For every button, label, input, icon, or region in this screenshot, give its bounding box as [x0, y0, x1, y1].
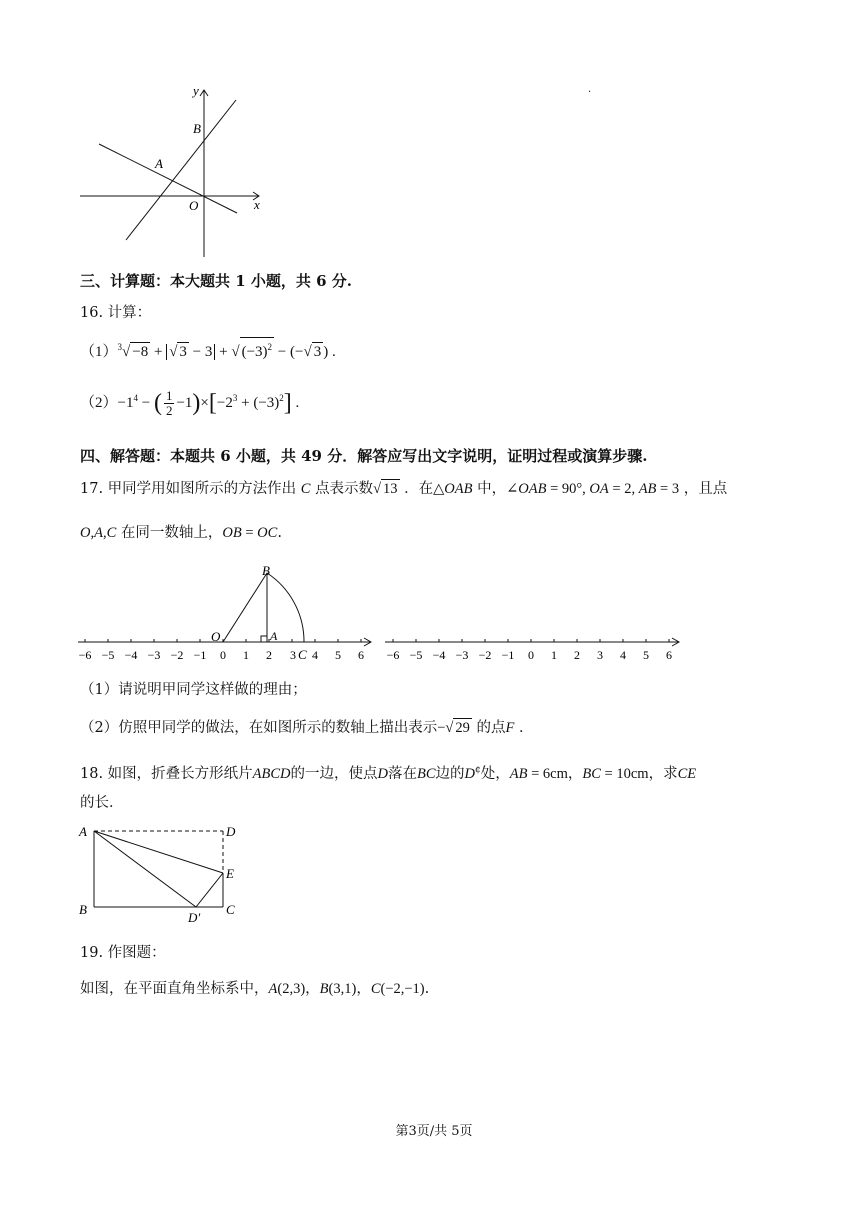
line-ao	[99, 144, 237, 213]
number-line-2-tick-label: 4	[620, 648, 626, 662]
number-line-2-tick-label: 2	[574, 648, 580, 662]
q19-line: 如图，在平面直角坐标系中，A(2,3)，B(3,1)，C(−2,−1).	[80, 981, 430, 997]
right-angle-mark	[261, 636, 267, 642]
q18-line1-a: 18. 如图，折叠长方形纸片	[80, 765, 253, 782]
number-line-2-tick-label: −6	[386, 648, 400, 662]
number-line-1-tick-label: 4	[312, 648, 318, 662]
q17-sub2-b: 的点	[476, 720, 506, 736]
q18-label-e: E	[226, 866, 234, 881]
q18-line1-c: 落在	[388, 765, 418, 782]
q18-label-d-prime: D′	[188, 910, 201, 925]
q18-label-b: B	[79, 902, 87, 917]
q16-part2: $(2)-1^4$ − ( $\frac{1}{2}$ $-1)\times[-2^3 + (-3)^2]$ .	[80, 388, 300, 419]
figure-q17-number-lines	[75, 562, 690, 667]
number-line-2-tick-label: −3	[455, 648, 469, 662]
q18-line1-e: 处，	[480, 765, 510, 782]
q17-line1: 17. 甲同学用如图所示的方法作出 C 点表示数√ 13 ．在△OAB 中，∠OAB = 90°, OA = 2, AB = 3 ，且点	[80, 481, 728, 497]
number-line-2-tick-label: 5	[643, 648, 649, 662]
number-line-1-tick-label: −3	[147, 648, 161, 662]
figure-q15-coordinate-graph	[75, 82, 270, 262]
number-line-1-tick-label: −6	[78, 648, 92, 662]
q17-sub1: （1）请说明甲同学这样做的理由；	[80, 682, 307, 698]
number-line-2-tick-label: 1	[551, 648, 557, 662]
q17-fig-label-b: B	[262, 563, 270, 578]
q18-label-d: D	[226, 824, 236, 839]
fig15-label-y: y	[193, 83, 199, 98]
q17-line1-e: ，且点	[683, 481, 728, 497]
section4-title: 四、解答题：本题共 6 小题，共 49 分．解答应写出文字说明，证明过程或演算步骤.	[80, 447, 648, 465]
number-line-2-tick-label: −5	[409, 648, 423, 662]
q16-part2-label: （2）	[80, 395, 118, 411]
line-ab	[126, 100, 236, 240]
q17-sub2-c: ．	[518, 720, 534, 736]
q16-stem: 16. 计算：	[80, 305, 152, 321]
q18-line1-f: ，求	[648, 765, 678, 782]
figure-q18-folded-rectangle	[75, 822, 245, 927]
section3-title: 三、计算题：本大题共 1 小题，共 6 分.	[80, 272, 352, 290]
number-line-2-tick-label: −4	[432, 648, 446, 662]
fig15-label-x: x	[254, 197, 260, 212]
number-line-1-tick-label: 3	[290, 648, 296, 662]
number-line-1-tick-label: −2	[170, 648, 184, 662]
q17-fig-label-a: A	[270, 629, 278, 643]
number-line-2-tick-label: 3	[597, 648, 603, 662]
q16-part1: $(1)^3√ -8$ + √ 3 − 3 + √ $(-3)^2$ − (−√ 3 ) .	[80, 337, 336, 362]
q17-line2: O,A,C 在同一数轴上，OB = OC.	[80, 525, 282, 541]
q17-fig-label-c: C	[298, 647, 307, 662]
q17-line1-c: ．在	[404, 481, 434, 497]
q17-line1-b: 点表示数	[315, 481, 374, 497]
number-line-1-tick-label: 5	[335, 648, 341, 662]
fig15-label-o: O	[189, 198, 199, 213]
number-line-1-tick-label: 6	[358, 648, 364, 662]
q16-part1-label: （1）	[80, 344, 118, 360]
number-line-2-tick-label: −1	[501, 648, 515, 662]
crease-ae	[94, 831, 223, 873]
q17-sub2: （2）仿照甲同学的做法，在如图所示的数轴上描出表示−√ 29 的点F ．	[80, 720, 534, 736]
segment-ad-prime	[94, 831, 196, 907]
fig15-label-a: A	[155, 156, 163, 171]
q18-label-a: A	[79, 824, 87, 839]
number-line-1-tick-label: 1	[243, 648, 249, 662]
page-footer: 第3页/共 5页	[395, 1124, 473, 1139]
q18-line2: 的长．	[80, 795, 124, 811]
q17-line1-a: 17. 甲同学用如图所示的方法作出	[80, 481, 297, 497]
number-line-1-tick-label: 0	[220, 648, 226, 662]
fig15-label-b: B	[193, 121, 201, 136]
q17-line1-d: 中，	[477, 481, 507, 497]
q18-line1-b: 的一边，使点	[290, 765, 378, 782]
segment-ob	[223, 573, 267, 642]
segment-d-prime-e	[196, 873, 223, 907]
number-line-1-tick-label: 2	[266, 648, 272, 662]
number-line-2-tick-label: 0	[528, 648, 534, 662]
q19-line-a: 如图，在平面直角坐标系中，	[80, 981, 269, 997]
number-line-2-tick-label: −2	[478, 648, 492, 662]
q17-sub2-a: （2）仿照甲同学的做法，在如图所示的数轴上描出表示	[80, 720, 438, 736]
q17-line2-a: 在同一数轴上，	[120, 525, 223, 541]
q18-label-c: C	[226, 902, 235, 917]
q17-fig-label-o: O	[211, 629, 221, 644]
number-line-1-tick-label: −5	[101, 648, 115, 662]
q18-line1-d: 边的	[435, 765, 465, 782]
number-line-2-tick-label: 6	[666, 648, 672, 662]
q19-stem: 19. 作图题：	[80, 945, 166, 961]
q18-line1: 18. 如图，折叠长方形纸片ABCD的一边，使点D落在BC边的D¢处，AB = 6cm，BC = 10cm，求CE	[80, 765, 697, 782]
number-line-1-tick-label: −1	[193, 648, 207, 662]
number-line-1-tick-label: −4	[124, 648, 138, 662]
header-dot: .	[588, 84, 592, 95]
